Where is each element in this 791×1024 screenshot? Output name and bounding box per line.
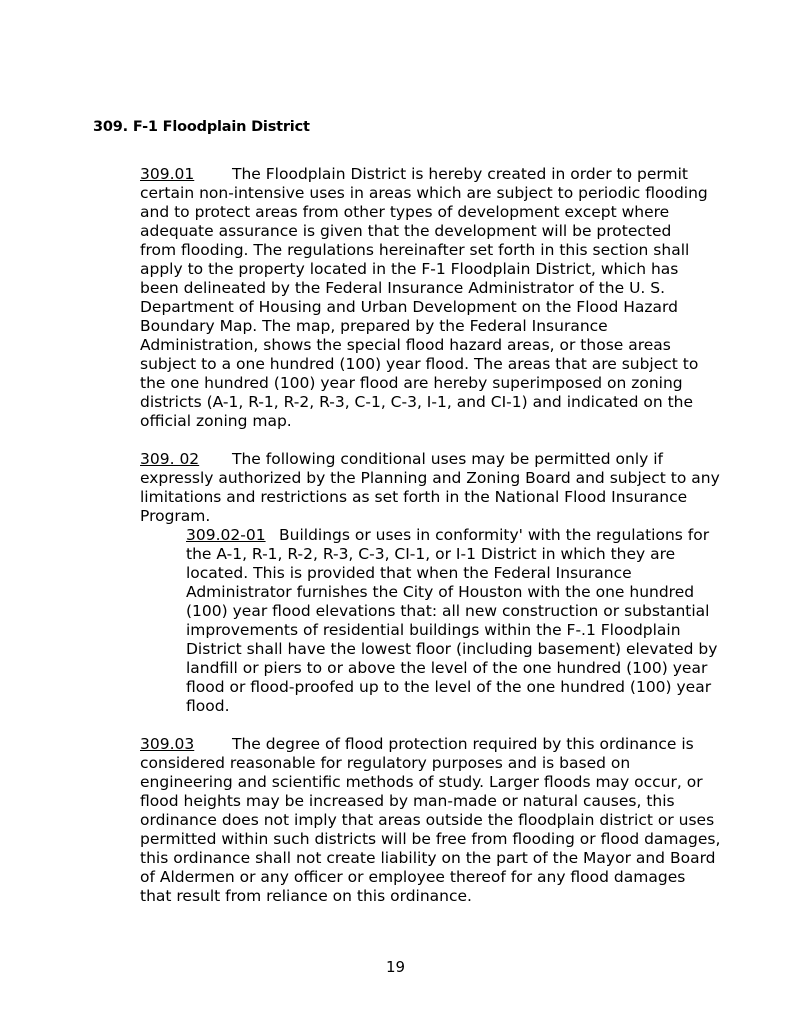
- section-number: 309.03: [140, 735, 195, 753]
- paragraph-line: adequate assurance is given that the development will be protected: [140, 222, 672, 240]
- paragraph-line: Department of Housing and Urban Development on the Flood Hazard: [140, 298, 678, 316]
- paragraph-309-03: [140, 735, 721, 906]
- paragraph-line: been delineated by the Federal Insurance Administrator of the U. S.: [140, 279, 666, 297]
- paragraph-text: The degree of flood protection required by this ordinance is: [232, 735, 694, 753]
- paragraph-line: [140, 165, 710, 184]
- paragraph-line: Boundary Map. The map, prepared by the Federal Insurance: [140, 317, 608, 335]
- paragraph-line: the one hundred (100) year flood are hereby superimposed on zoning: [140, 374, 683, 392]
- paragraph-line: Administrator furnishes the City of Houston with the one hundred: [186, 583, 695, 601]
- paragraph-line: permitted within such districts will be free from flooding or flood damages,: [140, 830, 721, 848]
- paragraph-line: ordinance does not imply that areas outside the floodplain district or uses: [140, 811, 715, 829]
- paragraph-line: flood heights may be increased by man-made or natural causes, this: [140, 792, 675, 810]
- paragraph-text: The Floodplain District is hereby created in order to permit: [232, 165, 688, 183]
- paragraph-text: The following conditional uses may be permitted only if: [232, 450, 664, 468]
- paragraph-line: certain non-intensive uses in areas which are subject to periodic flooding: [140, 184, 708, 202]
- section-number: 309.02-01: [186, 526, 266, 544]
- paragraph-line: expressly authorized by the Planning and Zoning Board and subject to any: [140, 469, 720, 487]
- subparagraph-309-02-01: [186, 526, 718, 716]
- paragraph-line: considered reasonable for regulatory purposes and is based on: [140, 754, 631, 772]
- paragraph-line: [186, 526, 710, 545]
- paragraph-line: [140, 735, 710, 754]
- paragraph-line: official zoning map.: [140, 412, 292, 430]
- paragraph-line: Program.: [140, 507, 211, 525]
- section-number: 309.01: [140, 165, 195, 183]
- paragraph-309-02: [140, 450, 720, 526]
- paragraph-line: that result from reliance on this ordinance.: [140, 887, 472, 905]
- paragraph-309-01: [140, 165, 710, 431]
- paragraph-line: districts (A-1, R-1, R-2, R-3, C-1, C-3, I-1, and CI-1) and indicated on the: [140, 393, 694, 411]
- section-number: 309. 02: [140, 450, 200, 468]
- paragraph-line: Administration, shows the special flood hazard areas, or those areas: [140, 336, 671, 354]
- paragraph-line: this ordinance shall not create liability on the part of the Mayor and Board: [140, 849, 716, 867]
- paragraph-line: engineering and scientific methods of study. Larger floods may occur, or: [140, 773, 703, 791]
- paragraph-line: the A-1, R-1, R-2, R-3, C-3, CI-1, or I-1 District in which they are: [186, 545, 676, 563]
- paragraph-line: flood or flood-proofed up to the level of the one hundred (100) year: [186, 678, 712, 696]
- page-number: 19: [385, 958, 406, 976]
- paragraph-line: District shall have the lowest floor (including basement) elevated by: [186, 640, 718, 658]
- section-heading: 309. F-1 Floodplain District: [93, 119, 310, 135]
- paragraph-line: landfill or piers to or above the level of the one hundred (100) year: [186, 659, 708, 677]
- paragraph-line: and to protect areas from other types of development except where: [140, 203, 670, 221]
- paragraph-line: flood.: [186, 697, 230, 715]
- paragraph-line: subject to a one hundred (100) year flood. The areas that are subject to: [140, 355, 699, 373]
- paragraph-line: improvements of residential buildings within the F-.1 Floodplain: [186, 621, 681, 639]
- paragraph-line: apply to the property located in the F-1 Floodplain District, which has: [140, 260, 679, 278]
- paragraph-line: from flooding. The regulations hereinafter set forth in this section shall: [140, 241, 690, 259]
- paragraph-text: Buildings or uses in conformity' with the regulations for: [279, 526, 710, 544]
- paragraph-line: (100) year flood elevations that: all new construction or substantial: [186, 602, 710, 620]
- paragraph-line: located. This is provided that when the Federal Insurance: [186, 564, 632, 582]
- paragraph-line: of Aldermen or any officer or employee thereof for any flood damages: [140, 868, 686, 886]
- paragraph-line: [140, 450, 710, 469]
- paragraph-line: limitations and restrictions as set forth in the National Flood Insurance: [140, 488, 688, 506]
